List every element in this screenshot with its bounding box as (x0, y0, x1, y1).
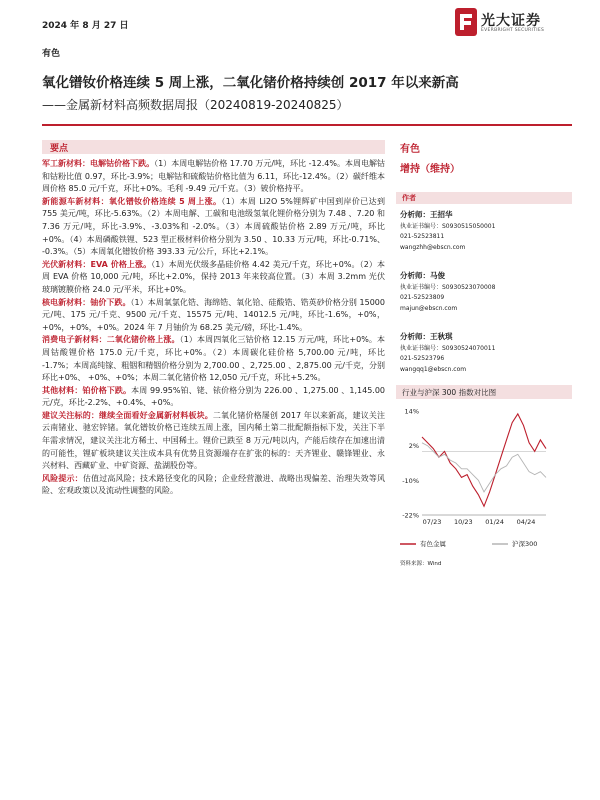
summary-paragraph (42, 196, 385, 259)
report-subtitle: ——金属新材料高频数据周报（20240819-20240825） (42, 98, 349, 112)
brand-logo (455, 8, 575, 40)
summary-paragraph (42, 385, 385, 410)
y-tick-label: 14% (404, 407, 419, 416)
summary-paragraph (42, 473, 385, 498)
summary-paragraph (42, 158, 385, 196)
chart-title: 行业与沪深 300 指数对比图 (402, 388, 497, 397)
paragraph-text: 本周 99.95%铂、铑、铱价格分别为 226.00 、1,275.00 、1,145.00 元/克，环比-2.2%、+0.4%、+0%。 (42, 385, 386, 408)
analyst-card (400, 271, 572, 314)
summary-body (42, 158, 385, 498)
x-tick-label: 01/24 (485, 518, 505, 526)
report-title: 氧化镨钕价格连续 5 周上涨，二氧化锗价格持续创 2017 年以来新高 (42, 75, 459, 91)
summary-header (42, 140, 385, 154)
analyst-cert: 执业证书编号：S0930523070008 (400, 283, 496, 291)
chart-plot (396, 403, 572, 555)
paragraph-highlight: 核电新材料：铀价下跌。 (42, 297, 131, 307)
chart-source: 资料来源：Wind (400, 561, 442, 567)
analyst-phone: 021-52523796 (400, 355, 445, 362)
summary-label: 要点 (50, 144, 69, 154)
paragraph-highlight: 光伏新材料：EVA 价格上涨。 (42, 259, 152, 269)
report-sector: 有色 (42, 49, 61, 59)
summary-paragraph (42, 410, 385, 473)
index-comparison-chart (396, 385, 572, 557)
x-tick-label: 10/23 (453, 518, 473, 526)
analyst-cert: 执业证书编号：S0930515050001 (400, 222, 496, 230)
paragraph-text: （1）本周光伏级多晶硅价格 4.42 美元/千克，环比+0%。（2）本周 EVA 价格 10,000 元/吨，环比+2.0%，保持 2013 年来较高位置。（3）本周 3.2mm 光伏玻璃镀膜价格 24.0 元/平米，环比+0%。 (42, 259, 385, 294)
summary-paragraph (42, 334, 385, 384)
summary-paragraph (42, 259, 385, 297)
y-tick-label: -10% (402, 476, 419, 485)
legend-label: 沪深300 (512, 540, 538, 548)
analyst-email[interactable]: majun@ebscn.com (400, 304, 458, 312)
paragraph-highlight: 新能源车新材料：氧化镨钕价格连续 5 周上涨。 (42, 196, 222, 206)
paragraph-highlight: 建议关注标的：继续全面看好金属新材料板块。 (42, 410, 213, 420)
analyst-phone: 021-52523809 (400, 294, 445, 301)
paragraph-highlight: 消费电子新材料：二氧化锗价格上涨。 (42, 335, 180, 345)
rating-sector: 有色 (400, 144, 420, 155)
paragraph-text: （1）本周四氧化三钴价格 12.15 万元/吨，环比+0%。本周钴酸锂价格 175.0 元/千克，环比+0%。（2）本周碳化硅价格 5,700.00 元/吨，环比 -1.7%；本周高纯镓、粗铟和精铟价格分别为 2,700.00 、2,725.00 、2,875.00 元/千克，分别环比+0%、 +0%、+0%；本周二氧化锗价格 12,050 元/千克，环比+5.2%。 (42, 335, 386, 383)
x-tick-label: 04/24 (516, 518, 536, 526)
logo-english-text: EVERBRIGHT SECURITIES (481, 28, 545, 33)
analyst-card (400, 210, 572, 253)
rating-value: 增持（维持） (400, 164, 460, 175)
y-tick-label: 2% (408, 442, 419, 451)
analyst-name: 分析师：王秋琪 (400, 332, 453, 341)
y-tick-label: -22% (402, 511, 419, 520)
analyst-email[interactable]: wangzhh@ebscn.com (400, 243, 466, 251)
report-date: 2024 年 8 月 27 日 (42, 21, 129, 31)
paragraph-text: （1）本周氧氯化锆、海绵锆、氧化铪、硅酸锆、锆英砂价格分别 15000 元/吨、175 元/千克、9500 元/千克、15575 元/吨、14012.5 元/吨，环比-1.6%，+0%，+0%，+0%，+0%。2024 年 7 月铀价为 68.25 美元/磅，环比-1.4%。 (42, 297, 385, 332)
analyst-name: 分析师：王招华 (400, 210, 453, 219)
legend-label: 有色金属 (420, 540, 446, 548)
x-tick-label: 07/23 (422, 518, 442, 526)
analyst-cert: 执业证书编号：S0930524070011 (400, 344, 496, 352)
paragraph-highlight: 军工新材料：电解钴价格下跌。 (42, 159, 155, 168)
series-line-csi300 (422, 443, 546, 492)
analyst-name: 分析师：马俊 (400, 271, 445, 280)
paragraph-highlight: 风险提示： (42, 473, 83, 483)
chart-title-bar (396, 385, 572, 399)
everbright-logo-icon (455, 8, 477, 36)
paragraph-text: 估值过高风险；技术路径变化的风险；企业经营激进、战略出现偏差、治理失效等风险、宏观政策以及流动性调整的风险。 (42, 473, 386, 496)
logo-chinese-text: 光大证券 (481, 13, 541, 29)
analyst-card (400, 332, 572, 375)
authors-header (396, 192, 572, 204)
paragraph-text: （1）本周电解钴价格 17.70 万元/吨，环比 -12.4%。本周电解钴和钴粉比值 0.97，环比-3.9%；电解钴和硫酸钴价格比值为 6.11，环比-12.4%。（2）碳纤维本周价格 85.0 元/千克，环比+0%。毛利 -9.49 元/千克。（3）铍价格持平。 (42, 159, 385, 194)
paragraph-highlight: 其他材料：铂价格下跌。 (42, 385, 132, 395)
paragraph-text: 二氧化锗价格屡创 2017 年以来新高，建议关注云南锗业、驰宏锌锗。氧化镨钕价格已连续五周上涨，国内稀土第二批配额指标下发，关注下半年需求情况，建议关注北方稀土、中国稀土。锂价已跌至 8 万元/吨以内，产能后续存在加速出清的可能性，锂矿板块建议关注成本具有优势且资源端存在扩张的标的：天齐锂业、赣锋锂业、永兴材料、西藏矿业、中矿资源、盐湖股份等。 (42, 410, 386, 471)
title-divider (42, 124, 572, 126)
paragraph-text: （1）本周 Li2O 5%锂辉矿中国到岸价已达到 755 美元/吨，环比-5.63%。（2）本周电解、工碳和电池级氢氧化锂价格分别为 7.48 、7.20 和 7.36 万元/吨，环比-3.9%、-3.03%和 -2.0%。（3）本周硫酸钴价格 2.89 万元/吨，环比+0%。（4）本周磷酸铁锂、523 型正极材料价格分别为 3.50 、10.33 万元/吨，环比-0.71%、 -0.3%。（5）本周氧化镨钕价格 393.33 元/公斤，环比+2.1%。 (42, 196, 385, 257)
summary-paragraph (42, 297, 385, 335)
analyst-phone: 021-52523811 (400, 233, 445, 240)
authors-label: 作者 (402, 194, 416, 202)
analyst-email[interactable]: wangqq1@ebscn.com (400, 365, 467, 373)
